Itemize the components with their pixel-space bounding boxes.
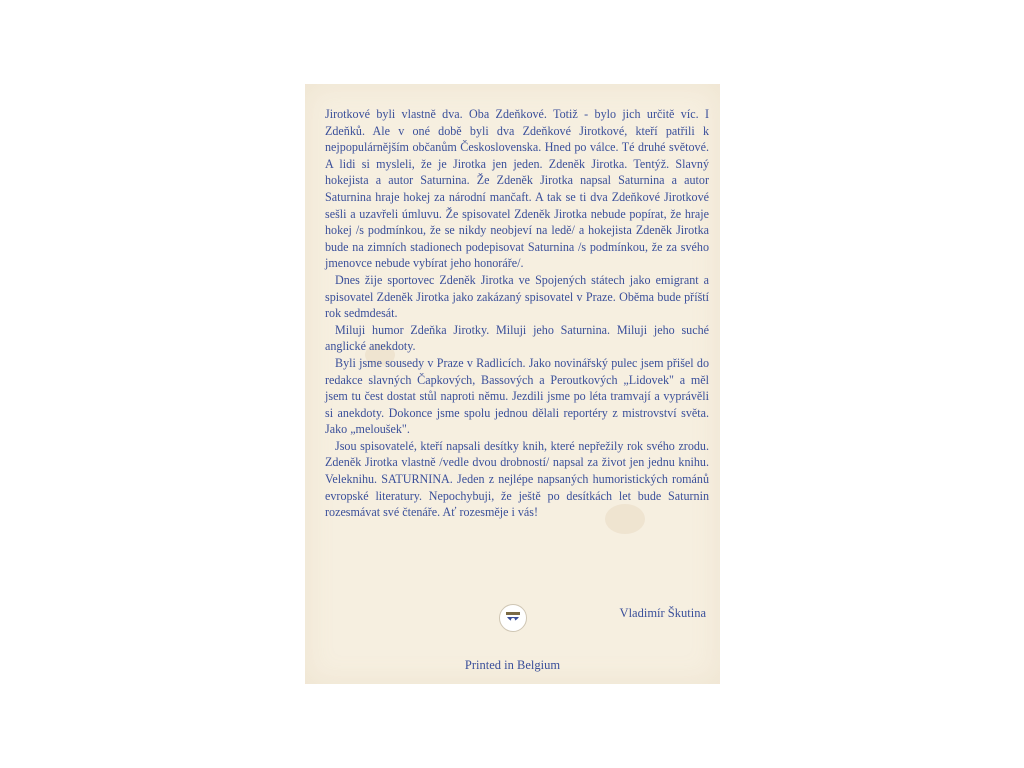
book-back-cover — [305, 84, 720, 684]
printed-note: Printed in Belgium — [464, 658, 561, 672]
paragraph: Jsou spisovatelé, kteří napsali desítky knih, které nepřežily rok svého zrodu. Zdeněk Jirotka vlastně /vedle dvou drobností/ napsal za život jen jednu knihu. Veleknihu. SATURNINA. Jeden z nejlépe napsaných humoristických románů evropské literatury. Nepochybuji, že ještě po desítkách let bude Saturnin rozesmávat své čtenáře. Ať rozesměje i vás! — [325, 438, 709, 520]
paragraph: Byli jsme sousedy v Praze v Radlicích. Jako novinářský pulec jsem přišel do redakce slavných Čapkových, Bassových a Peroutkových „Lidovek" a měl jsem tu čest dostat stůl naproti němu. Jezdili jsme po léta tramvají a vyprávěli si anekdoty. Dokonce jsme spolu jednou dělali reportéry z mistrovství světa. Jako „meloušek". — [325, 355, 709, 437]
paragraph: Jirotkové byli vlastně dva. Oba Zdeňkové. Totiž - bylo jich určitě víc. I Zdeňků. Ale v oné době byli dva Zdeňkové Jirotkové, kteří patřili k nejpopulárnějším občanům Československa. Hned po válce. Té druhé světové. A lidi si mysleli, že je Jirotka jen jeden. Zdeněk Jirotka. Tentýž. Slavný hokejista a autor Saturnina. Že Zdeněk Jirotka napsal Saturnina a autor Saturnina hraje hokej za národní mančaft. A tak se ti dva Zdeňkové Jirotkové sešli a uzavřeli úmluvu. Že spisovatel Zdeněk Jirotka nebude popírat, že hraje hokej /s podmínkou, že se nikdy neobjeví na ledě/ a hokejista Zdeněk Jirotka bude na zimních stadionech podepisovat Saturnina /s podmínkou, že za svého jmenovce nebude vybírat jeho honoráře/. — [325, 107, 709, 271]
author-signature: Vladimír Škutina — [619, 606, 706, 620]
paragraph: Dnes žije sportovec Zdeněk Jirotka ve Spojených státech jako emigrant a spisovatel Zdeněk Jirotka jako zakázaný spisovatel v Praze. Oběma bude příští rok sedmdesát. — [325, 272, 709, 321]
cover-text — [325, 106, 709, 521]
publisher-emblem-icon — [499, 604, 527, 632]
paragraph: Miluji humor Zdeňka Jirotky. Miluji jeho Saturnina. Miluji jeho suché anglické anekdoty. — [325, 322, 709, 354]
